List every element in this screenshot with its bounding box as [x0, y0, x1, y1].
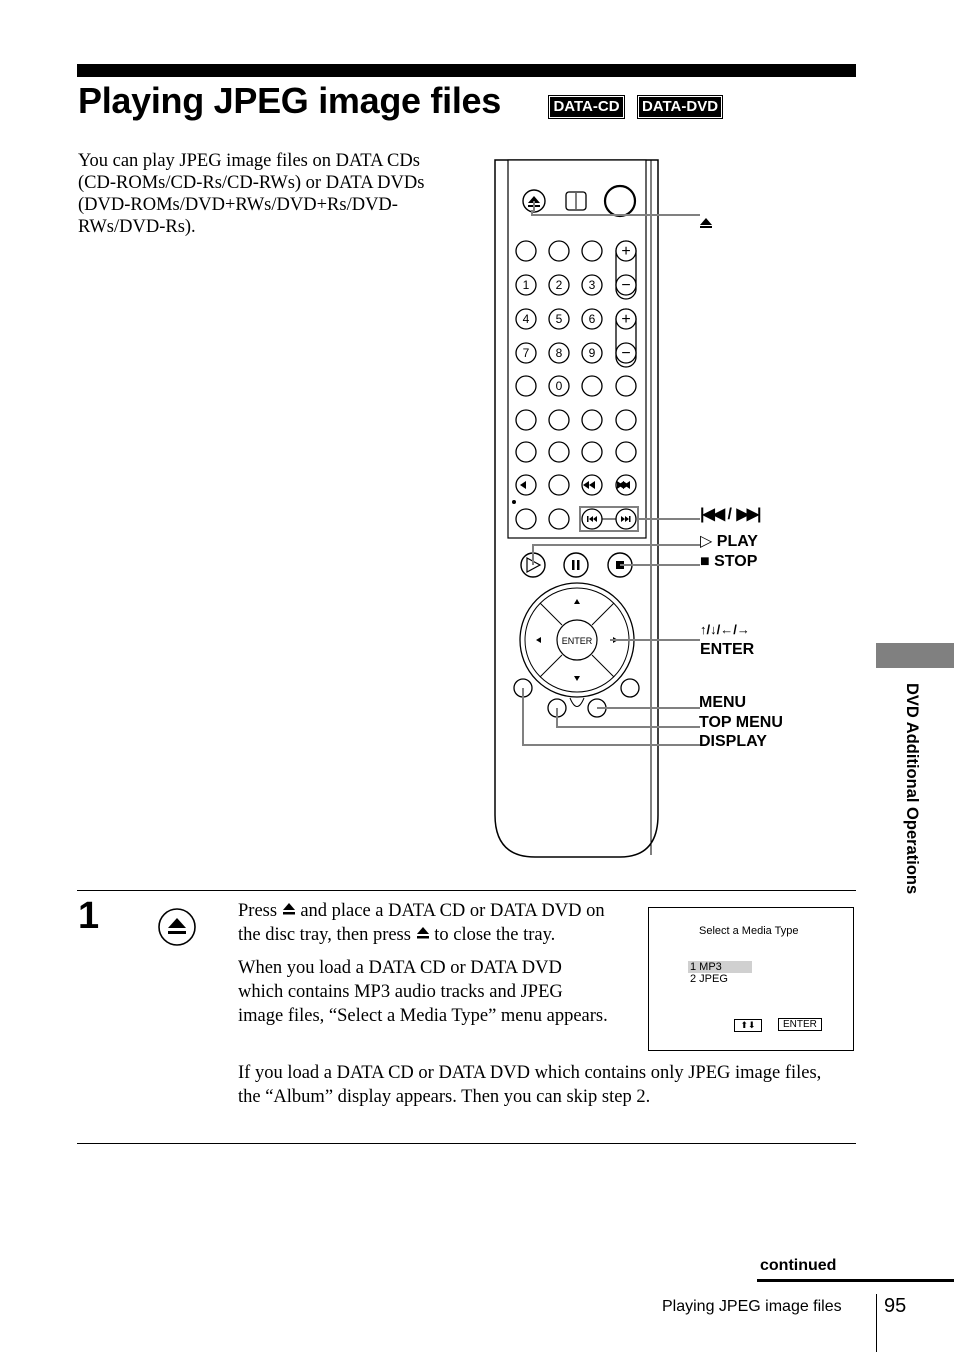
callout-skip: |◀◀ / ▶▶|	[700, 506, 760, 523]
continued-rule	[757, 1279, 954, 1282]
num-2: 2	[555, 278, 563, 292]
callout-display: DISPLAY	[699, 733, 767, 750]
num-5: 5	[555, 312, 563, 326]
media-type-screen	[648, 907, 854, 1051]
callout-enter: ENTER	[700, 641, 755, 658]
step1-paragraph-3: If you load a DATA CD or DATA DVD which contains only JPEG image files, the “Album” display appears. Then you can skip step 2.	[238, 1063, 822, 1107]
title-bar	[77, 64, 856, 77]
screen-enter-button: ENTER	[778, 1018, 822, 1031]
num-0: 0	[555, 379, 563, 393]
screen-item-mp3: 1 MP3	[690, 961, 722, 973]
eject-inline-icon	[416, 926, 430, 940]
step1-paragraph-2: When you load a DATA CD or DATA DVD which contains MP3 audio tracks and JPEG image files, “Select a Media Type” menu appears.	[238, 958, 608, 1026]
num-7: 7	[522, 346, 530, 360]
eject-icon	[157, 907, 199, 949]
num-4: 4	[522, 312, 530, 326]
footer-section-title: Playing JPEG image files	[662, 1298, 842, 1315]
page-number: 95	[884, 1295, 907, 1317]
screen-item-jpeg: 2 JPEG	[690, 973, 728, 985]
section-label: DVD Additional Operations	[903, 683, 921, 895]
callout-top-menu: TOP MENU	[699, 714, 783, 731]
up-down-icon: ⬆⬇	[734, 1019, 762, 1032]
badge-data-dvd: DATA-DVD	[638, 96, 722, 118]
callout-stop: ■ STOP	[700, 553, 758, 570]
svg-text:−: −	[621, 345, 631, 362]
screen-title: Select a Media Type	[699, 925, 799, 937]
step-top-rule	[77, 890, 856, 891]
step1-paragraph-1: Press and place a DATA CD or DATA DVD on the disc tray, then press to close the tray.	[238, 901, 605, 945]
callout-arrows: ↑/↓/←/→	[700, 622, 750, 637]
svg-text:+: +	[621, 311, 631, 328]
intro-paragraph: You can play JPEG image files on DATA CDs (CD-ROMs/CD-Rs/CD-RWs) or DATA DVDs (DVD-ROMs/DVD+RWs/DVD+Rs/DVD-RWs/DVD-Rs).	[78, 151, 425, 237]
num-1: 1	[522, 278, 530, 292]
svg-text:−: −	[621, 277, 631, 294]
num-9: 9	[588, 346, 596, 360]
remote-enter-label: ENTER	[561, 636, 593, 646]
callout-menu: MENU	[699, 694, 747, 711]
num-6: 6	[588, 312, 596, 326]
num-8: 8	[555, 346, 563, 360]
callout-play: ▷ PLAY	[700, 533, 758, 550]
continued-label: continued	[760, 1257, 837, 1274]
badge-data-cd: DATA-CD	[549, 96, 624, 118]
num-3: 3	[588, 278, 596, 292]
page-title: Playing JPEG image files	[78, 80, 501, 121]
eject-inline-icon	[282, 902, 296, 916]
step-number: 1	[78, 895, 100, 937]
footer-separator	[876, 1294, 877, 1352]
section-tab	[876, 643, 954, 668]
svg-text:+: +	[621, 243, 631, 260]
step-bottom-rule	[77, 1143, 856, 1144]
